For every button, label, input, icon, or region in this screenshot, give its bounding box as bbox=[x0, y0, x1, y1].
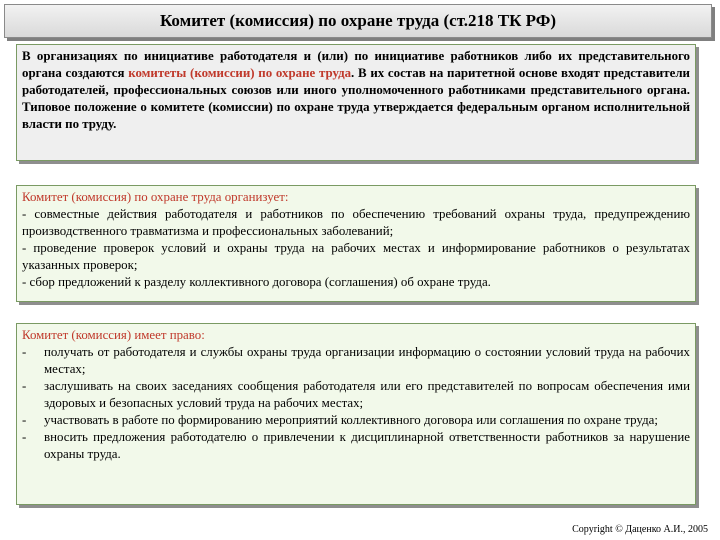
slide-title-text: Комитет (комиссия) по охране труда (ст.218 ТК РФ) bbox=[159, 11, 557, 30]
rights-item bbox=[22, 378, 690, 412]
rights-item-text: участвовать в работе по формированию мероприятий коллективного договора или соглашения по охране труда; bbox=[44, 413, 658, 427]
definition-box bbox=[16, 44, 696, 161]
organizes-item: - совместные действия работодателя и работников по обеспечению требований охраны труда, предупреждению производственного травматизма и профессиональных заболеваний; bbox=[22, 207, 690, 238]
definition-highlight: комитеты (комиссии) по охране труда bbox=[128, 66, 352, 80]
organizes-item: - проведение проверок условий и охраны труда на рабочих местах и информирование работников о результатах указанных проверок; bbox=[22, 241, 690, 272]
organizes-item: - сбор предложений к разделу коллективного договора (соглашения) об охране труда. bbox=[22, 275, 491, 289]
organizes-box bbox=[16, 185, 696, 302]
slide-title bbox=[4, 4, 712, 38]
rights-dash: - bbox=[22, 345, 27, 359]
rights-item-text: заслушивать на своих заседаниях сообщения работодателя или его представителей по вопросам обеспечения ими здоровых и безопасных условий труда на рабочих местах; bbox=[44, 379, 690, 410]
rights-item bbox=[22, 344, 690, 378]
rights-dash: - bbox=[22, 379, 27, 393]
organizes-heading: Комитет (комиссия) по охране труда организует: bbox=[22, 190, 289, 204]
rights-heading: Комитет (комиссия) имеет право: bbox=[22, 328, 205, 342]
copyright-notice: Copyright © Даценко А.И., 2005 bbox=[572, 524, 708, 535]
rights-item-text: получать от работодателя и службы охраны труда организации информацию о состоянии условий труда на рабочих местах; bbox=[44, 345, 690, 376]
rights-dash: - bbox=[22, 430, 27, 444]
rights-item bbox=[22, 412, 690, 429]
rights-item bbox=[22, 429, 690, 463]
definition-text-part2: . В их состав на паритетной основе входят представители работодателей, профессиональных союзов или иного уполномоченного работниками представительного органа. Типовое положение о комитете (комиссии) по охране труда утверждается федеральным органом исполнительной власти по труду. bbox=[22, 66, 690, 131]
definition-text-part1: В организациях по инициативе работодателя и (или) по инициативе работников либо их представительного органа создаются bbox=[22, 49, 690, 80]
rights-box bbox=[16, 323, 696, 505]
rights-item-text: вносить предложения работодателю о привлечении к дисциплинарной ответственности работников за нарушение охраны труда. bbox=[44, 430, 690, 461]
rights-dash: - bbox=[22, 413, 27, 427]
